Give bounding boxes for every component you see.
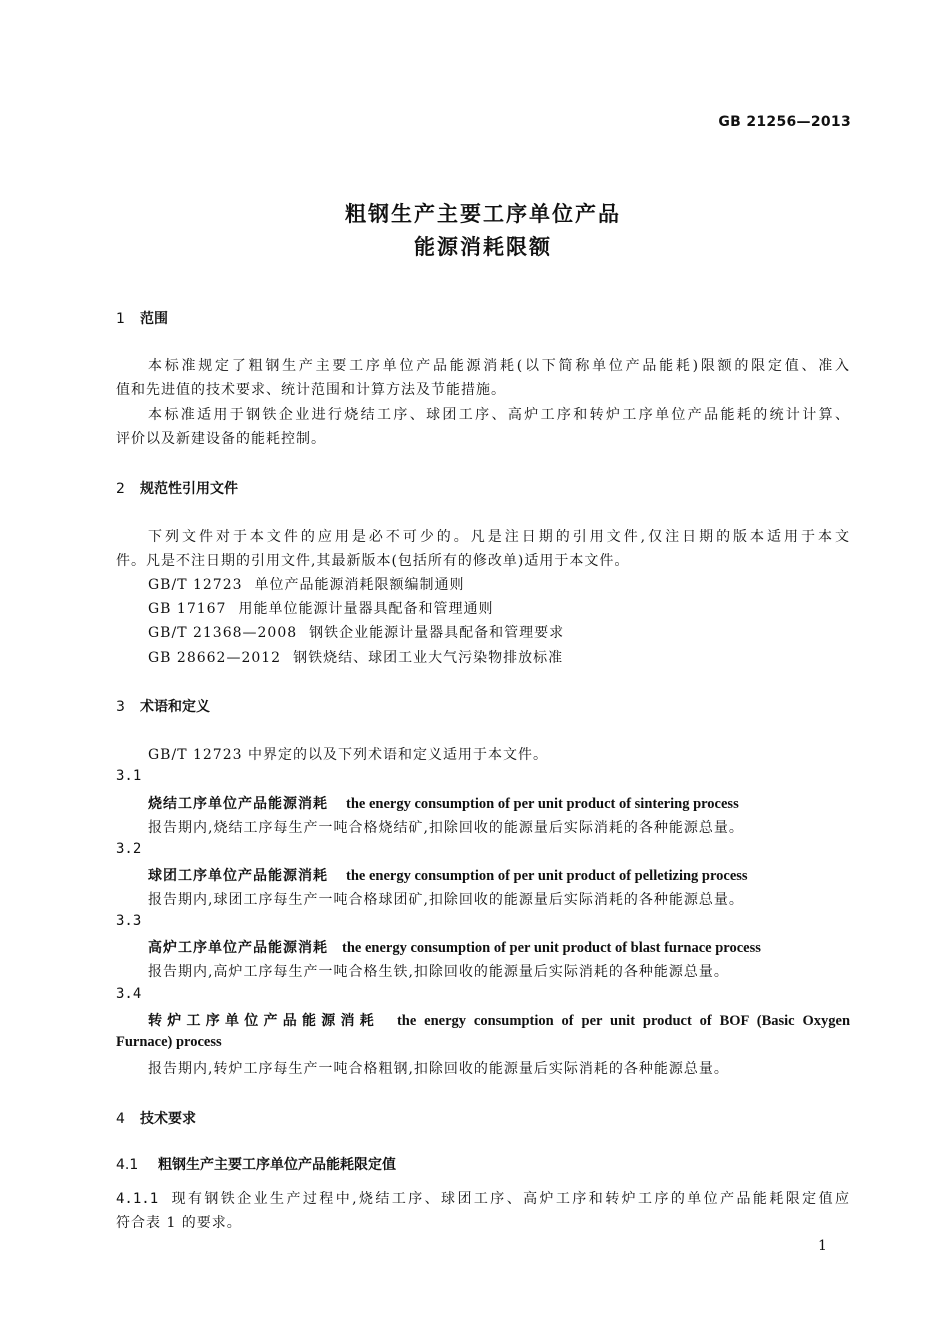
term-name-zh: 转炉工序单位产品能源消耗 (148, 1013, 379, 1029)
term-definition: 报告期内,高炉工序每生产一吨合格生铁,扣除回收的能源量后实际消耗的各种能源总量。 (148, 964, 729, 980)
title-line-2: 能源消耗限额 (414, 235, 552, 259)
reference-item (148, 647, 563, 667)
s1-p1-line1: 本标准规定了粗钢生产主要工序单位产品能源消耗(以下简称单位产品能耗)限额的限定值、准入 (148, 358, 850, 374)
s2-p1-line1: 下列文件对于本文件的应用是必不可少的。凡是注日期的引用文件,仅注日期的版本适用于本文 (148, 529, 850, 545)
reference-title: 钢铁烧结、球团工业大气污染物排放标准 (293, 650, 564, 666)
reference-item (148, 574, 465, 594)
reference-code: GB 28662—2012 (148, 650, 282, 666)
reference-code: GB/T 12723 (148, 577, 243, 593)
clause-4-1-1-text: 现有钢铁企业生产过程中,烧结工序、球团工序、高炉工序和转炉工序的单位产品能耗限定值应 (170, 1191, 850, 1207)
reference-code: GB 17167 (148, 601, 227, 617)
term-name-zh: 高炉工序单位产品能源消耗 (148, 940, 328, 956)
term-number: 3.1 (116, 768, 142, 784)
section-1-title: 范围 (140, 311, 168, 327)
term-heading (148, 865, 748, 885)
term-number: 3.4 (116, 986, 142, 1002)
section-2-number: 2 (116, 481, 125, 497)
section-2-heading (116, 478, 238, 498)
clause-4-1-1-line1 (116, 1188, 850, 1208)
s2-p1-line2: 件。凡是不注日期的引用文件,其最新版本(包括所有的修改单)适用于本文件。 (116, 553, 630, 569)
section-3-heading (116, 696, 210, 716)
section-4-number: 4 (116, 1111, 125, 1127)
section-3-title: 术语和定义 (140, 699, 210, 715)
s3-intro: GB/T 12723 中界定的以及下列术语和定义适用于本文件。 (148, 747, 548, 763)
term-name-en: the energy consumption of per unit product of pelletizing process (346, 868, 748, 884)
clause-4-1-1-number: 4.1.1 (116, 1191, 159, 1207)
reference-code: GB/T 21368—2008 (148, 625, 298, 641)
term-heading (148, 793, 739, 813)
section-3-number: 3 (116, 699, 125, 715)
term-definition: 报告期内,烧结工序每生产一吨合格烧结矿,扣除回收的能源量后实际消耗的各种能源总量。 (148, 820, 744, 836)
term-heading (148, 937, 761, 957)
section-2-title: 规范性引用文件 (140, 481, 238, 497)
term-definition: 报告期内,球团工序每生产一吨合格球团矿,扣除回收的能源量后实际消耗的各种能源总量。 (148, 892, 744, 908)
s1-p2-line2: 评价以及新建设备的能耗控制。 (116, 431, 326, 447)
term-name-en-continued: Furnace) process (116, 1034, 222, 1050)
title-line-1: 粗钢生产主要工序单位产品 (345, 202, 621, 226)
term-name-zh: 烧结工序单位产品能源消耗 (148, 796, 328, 812)
section-4-title: 技术要求 (140, 1111, 196, 1127)
term-name-zh: 球团工序单位产品能源消耗 (148, 868, 328, 884)
term-name-en: the energy consumption of per unit product of BOF (Basic Oxygen (396, 1013, 851, 1029)
clause-4-1-1-line2: 符合表 1 的要求。 (116, 1215, 242, 1231)
term-name-en: the energy consumption of per unit product of sintering process (346, 796, 739, 812)
subsection-4-1-heading (116, 1154, 396, 1174)
term-heading-continued (116, 1034, 222, 1051)
reference-title: 用能单位能源计量器具配备和管理通则 (238, 601, 494, 617)
section-1-number: 1 (116, 311, 125, 327)
reference-title: 单位产品能源消耗限额编制通则 (254, 577, 465, 593)
reference-item (148, 622, 564, 642)
section-1-heading (116, 308, 168, 328)
term-name-en: the energy consumption of per unit product of blast furnace process (342, 940, 761, 956)
section-4-heading (116, 1108, 196, 1128)
s1-p1-line2: 值和先进值的技术要求、统计范围和计算方法及节能措施。 (116, 382, 506, 398)
reference-item (148, 598, 493, 618)
term-number: 3.2 (116, 841, 142, 857)
page-number: 1 (818, 1238, 827, 1254)
term-definition: 报告期内,转炉工序每生产一吨合格粗钢,扣除回收的能源量后实际消耗的各种能源总量。 (148, 1061, 729, 1077)
term-heading (148, 1010, 850, 1030)
standard-number: GB 21256—2013 (718, 114, 851, 130)
reference-title: 钢铁企业能源计量器具配备和管理要求 (309, 625, 565, 641)
s1-p2-line1: 本标准适用于钢铁企业进行烧结工序、球团工序、高炉工序和转炉工序单位产品能耗的统计计算、 (148, 407, 850, 423)
term-number: 3.3 (116, 913, 142, 929)
subsection-4-1-number: 4.1 (116, 1157, 139, 1173)
subsection-4-1-title: 粗钢生产主要工序单位产品能耗限定值 (158, 1157, 396, 1173)
